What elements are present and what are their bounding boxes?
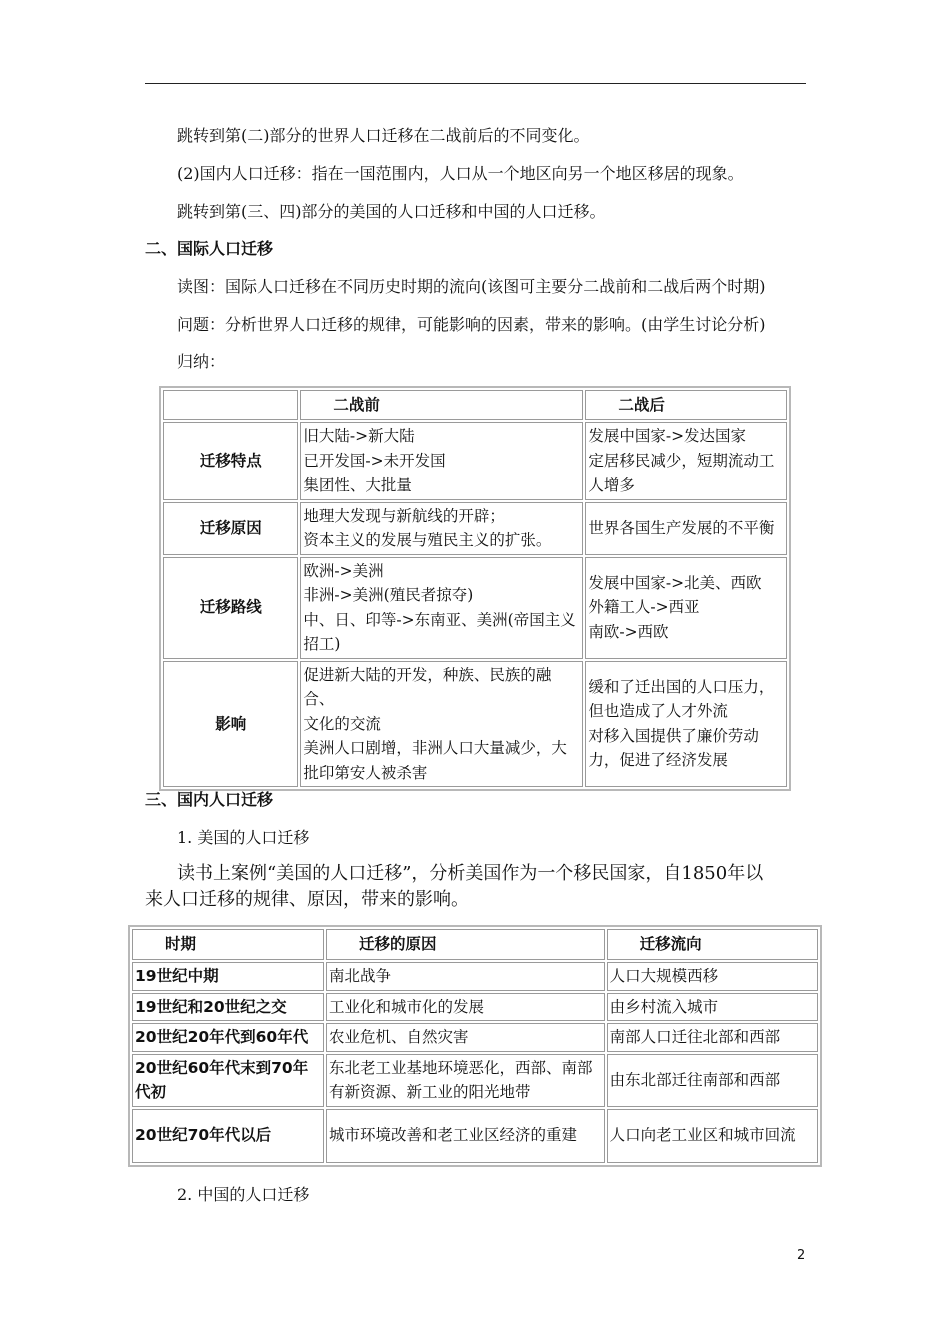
cell-line: 非洲->美洲(殖民者掠夺) [303, 586, 474, 604]
table-row [132, 1109, 818, 1163]
cell-line: 对移入国提供了廉价劳动 [588, 726, 759, 745]
period-cell: 20世纪20年代到60年代 [132, 1023, 324, 1052]
flow-cell: 人口大规模西移 [607, 962, 818, 991]
cell-line: 外籍工人->西亚 [588, 598, 700, 617]
paragraph-jump-2: 跳转到第(二)部分的世界人口迁移在二战前后的不同变化。 [177, 126, 590, 145]
row-label: 迁移特点 [163, 422, 298, 500]
cell-line: 已开发国->未开发国 [303, 451, 446, 470]
cell-line: 批印第安人被杀害 [303, 763, 428, 782]
cell-line: 缓和了迁出国的人口压力， [588, 677, 775, 696]
table-row [163, 661, 787, 788]
paragraph-read-map: 读图：国际人口迁移在不同历史时期的流向(该图可主要分二战前和二战后两个时期) [177, 277, 766, 296]
cell-line: 促进新大陆的开发，种族、民族的融合、 [303, 665, 552, 708]
table-header-cell: 迁移的原因 [326, 929, 605, 960]
table-cell [300, 422, 583, 500]
cell-line: 资本主义的发展与殖民主义的扩张。 [303, 531, 552, 549]
row-label: 迁移路线 [163, 557, 298, 659]
cell-line: 有新资源、新工业的阳光地带 [328, 1083, 531, 1101]
cell-line: 世界各国生产发展的不平衡 [588, 518, 775, 537]
cell-line: 南欧->西欧 [588, 622, 669, 641]
cell-line: 东北老工业基地环境恶化，西部、南部 [328, 1058, 593, 1077]
period-cell: 19世纪中期 [132, 962, 324, 991]
table-row [132, 1023, 818, 1052]
table-header-cell: 二战后 [585, 390, 787, 420]
paragraph-usa-case-line2: 来人口迁移的规律、原因，带来的影响。 [145, 889, 469, 910]
cell-line: 但也造成了人才外流 [588, 702, 728, 721]
cell-line: 力，促进了经济发展 [588, 751, 728, 770]
table-row [132, 993, 818, 1022]
table-row [163, 422, 787, 500]
international-migration-table [159, 386, 791, 791]
table-row [132, 962, 818, 991]
flow-cell: 南部人口迁往北部和西部 [607, 1023, 818, 1052]
cell-line: 发展中国家->发达国家 [588, 427, 747, 445]
cell-line: 人增多 [588, 476, 635, 494]
cell-line: 发展中国家->北美、西欧 [588, 573, 762, 592]
cell-line: 定居移民减少，短期流动工 [588, 451, 775, 470]
subheading-china: 2. 中国的人口迁移 [177, 1185, 310, 1204]
reason-cell: 农业危机、自然灾害 [326, 1023, 605, 1052]
section-heading-domestic: 三、国内人口迁移 [145, 790, 274, 809]
cell-line: 文化的交流 [303, 714, 381, 733]
table-header-cell [163, 390, 298, 420]
section-heading-international: 二、国际人口迁移 [145, 239, 274, 258]
table-header-cell: 时期 [132, 929, 324, 960]
cell-line: 欧洲->美洲 [303, 561, 384, 580]
period-cell [132, 1054, 324, 1107]
table-row [132, 1054, 818, 1107]
table-cell [585, 557, 787, 659]
row-label: 影响 [163, 661, 298, 788]
table-cell [300, 557, 583, 659]
paragraph-usa-case-line1: 读书上案例“美国的人口迁移”，分析美国作为一个移民国家，自1850年以 [177, 863, 764, 884]
reason-cell: 城市环境改善和老工业区经济的重建 [326, 1109, 605, 1163]
cell-line: 地理大发现与新航线的开辟； [303, 506, 505, 525]
header-rule [145, 83, 806, 84]
table-cell [585, 661, 787, 788]
table-row [163, 557, 787, 659]
table-cell [300, 502, 583, 555]
cell-line: 旧大陆->新大陆 [303, 427, 415, 445]
flow-cell: 由乡村流入城市 [607, 993, 818, 1022]
cell-line: 集团性、大批量 [303, 476, 412, 494]
flow-cell: 人口向老工业区和城市回流 [607, 1109, 818, 1163]
cell-line: 招工) [303, 635, 341, 653]
cell-line: 代初 [135, 1083, 167, 1101]
cell-line: 20世纪60年代末到70年 [135, 1058, 309, 1077]
table-cell [585, 422, 787, 500]
reason-cell [326, 1054, 605, 1107]
period-cell: 20世纪70年代以后 [132, 1109, 324, 1163]
table-header-row [163, 390, 787, 420]
table-header-row [132, 929, 818, 960]
paragraph-summary: 归纳： [177, 352, 226, 371]
paragraph-jump-3-4: 跳转到第(三、四)部分的美国的人口迁移和中国的人口迁移。 [177, 202, 606, 221]
table-cell [300, 661, 583, 788]
period-cell: 19世纪和20世纪之交 [132, 993, 324, 1022]
table-header-cell: 迁移流向 [607, 929, 818, 960]
row-label: 迁移原因 [163, 502, 298, 555]
flow-cell: 由东北部迁往南部和西部 [607, 1054, 818, 1107]
table-row [163, 502, 787, 555]
table-cell [585, 502, 787, 555]
table-header-cell: 二战前 [300, 390, 583, 420]
reason-cell: 南北战争 [326, 962, 605, 991]
usa-migration-table [128, 925, 822, 1167]
cell-line: 中、日、印等->东南亚、美洲(帝国主义 [303, 610, 576, 629]
page-number: 2 [797, 1248, 806, 1263]
reason-cell: 工业化和城市化的发展 [326, 993, 605, 1022]
paragraph-question: 问题：分析世界人口迁移的规律，可能影响的因素，带来的影响。(由学生讨论分析) [177, 315, 766, 334]
paragraph-domestic-migration: (2)国内人口迁移：指在一国范围内，人口从一个地区向另一个地区移居的现象。 [177, 164, 744, 183]
subheading-usa: 1. 美国的人口迁移 [177, 828, 310, 847]
cell-line: 美洲人口剧增，非洲人口大量减少，大 [303, 739, 567, 757]
